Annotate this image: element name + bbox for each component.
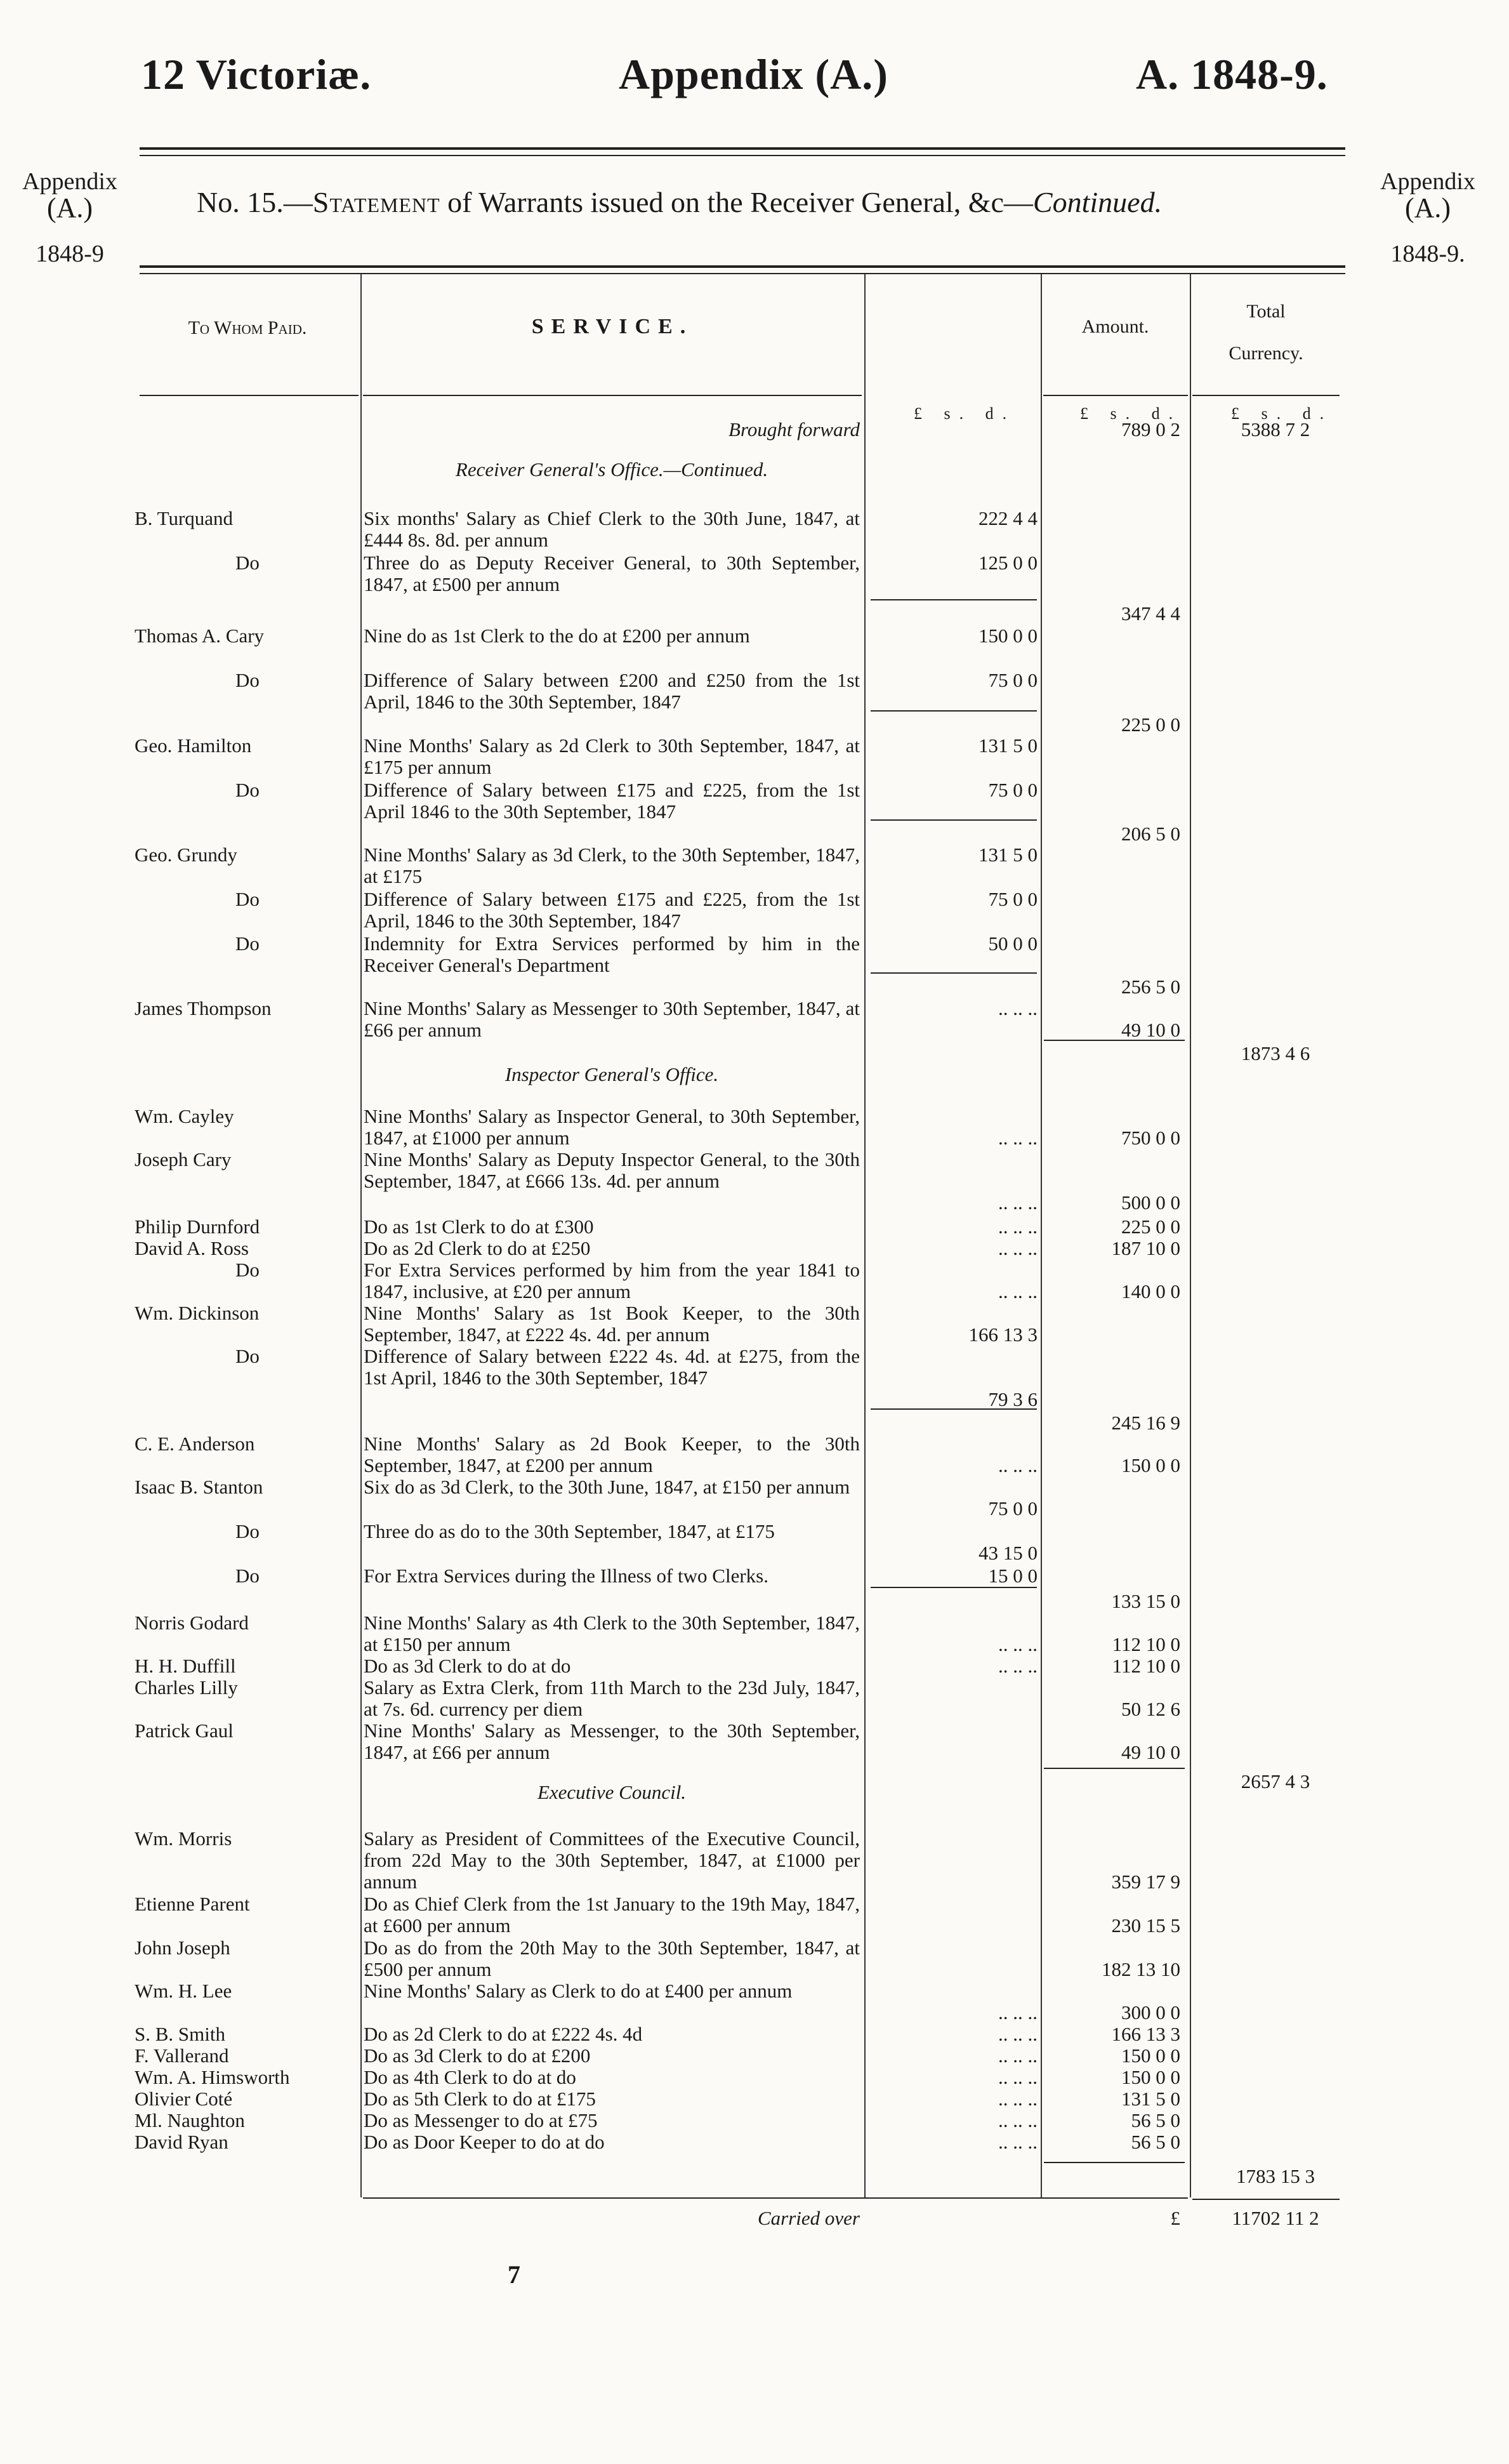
header-amount: Amount. [1081, 316, 1149, 337]
amount-detail: 75 0 0 [988, 1497, 1038, 1520]
header-service: SERVICE. [531, 315, 694, 338]
service-description: Do as 2d Clerk to do at £250 [364, 1237, 591, 1259]
amount-subtotal: 112 10 0 [1112, 1655, 1180, 1677]
payee-name: Charles Lilly [135, 1677, 238, 1699]
service-description: For Extra Services during the Illness of two Clerks. [364, 1565, 768, 1587]
payee-name: Wm. Cayley [135, 1106, 234, 1127]
service-description: Do as Door Keeper to do at do [364, 2131, 605, 2153]
service-description: Do as 4th Clerk to do at do [364, 2066, 576, 2088]
service-description: Difference of Salary between £175 and £225, from the 1st April, 1846 to the 30th September, 1847 [364, 888, 860, 932]
table-bottom-rule [363, 2197, 1188, 2199]
payee-name: Wm. Morris [135, 1828, 232, 1850]
header-rule-bottom [140, 155, 1345, 156]
amount-subtotal: 789 0 2 [1121, 418, 1180, 440]
amount-subtotal: 245 16 9 [1111, 1412, 1180, 1434]
service-description: Nine Months' Salary as 2d Book Keeper, to the 30th September, 1847, at £200 per annum [364, 1433, 860, 1476]
service-description: Nine Months' Salary as 4th Clerk to the 30th September, 1847, at £150 per annum [364, 1612, 860, 1655]
column-divider-service [864, 274, 866, 2197]
service-description: Do as 1st Clerk to do at £300 [364, 1215, 594, 1238]
amount-subtotal: 300 0 0 [1121, 2001, 1180, 2024]
amount-detail: .. .. .. [998, 2023, 1038, 2045]
payee-name: Philip Durnford [135, 1216, 260, 1238]
amount-detail: 75 0 0 [988, 779, 1038, 801]
amount-subtotal: 56 5 0 [1131, 2131, 1180, 2153]
payee-name: Do [235, 1346, 260, 1367]
payee-name: Do [235, 1565, 260, 1587]
payee-name: F. Vallerand [135, 2045, 229, 2067]
payee-name: Isaac B. Stanton [135, 1476, 263, 1498]
amount-subtotal: 256 5 0 [1121, 976, 1180, 998]
side-letter-right: (A.) [1404, 192, 1451, 223]
payee-name: Wm. H. Lee [135, 1980, 232, 2002]
header-underline-name [140, 395, 359, 396]
amount-detail: 125 0 0 [979, 552, 1038, 574]
amount-detail: .. .. .. [998, 2088, 1038, 2110]
total-currency: 1873 4 6 [1241, 1042, 1310, 1064]
amount-detail: .. .. .. [998, 2066, 1038, 2088]
header-underline-service [363, 395, 862, 396]
amount-detail: 75 0 0 [988, 888, 1038, 910]
payee-name: Do [235, 779, 260, 801]
service-description: Indemnity for Extra Services performed by him in the Receiver General's Department [364, 932, 860, 976]
amount-subtotal: 750 0 0 [1121, 1127, 1180, 1149]
amount-subtotal: 50 12 6 [1121, 1698, 1180, 1720]
table-top-rule [140, 265, 1345, 268]
side-year-left: 1848-9 [36, 241, 104, 267]
amount-subtotal: 131 5 0 [1121, 2088, 1180, 2110]
section-heading: Inspector General's Office. [504, 1063, 719, 1085]
amount-subtotal: 49 10 0 [1121, 1741, 1180, 1763]
payee-name: B. Turquand [135, 508, 234, 529]
header-right: A. 1848-9. [1136, 50, 1328, 98]
service-description: Do as Chief Clerk from the 1st January to the 19th May, 1847, at £600 per annum [364, 1893, 860, 1937]
total-currency: 1783 15 3 [1236, 2165, 1315, 2187]
payee-name: Olivier Coté [135, 2088, 233, 2110]
header-left: 12 Victoriæ. [141, 50, 372, 98]
amount-subtotal: 182 13 10 [1102, 1958, 1180, 1980]
header-center: Appendix (A.) [619, 50, 888, 98]
table-top-rule-2 [140, 273, 1345, 274]
side-note-right [1364, 168, 1491, 267]
side-year-right: 1848-9. [1390, 241, 1465, 267]
payee-name: S. B. Smith [135, 2024, 225, 2045]
side-letter-left: (A.) [46, 192, 93, 223]
total-currency: 11702 11 2 [1232, 2207, 1319, 2229]
amount-subtotal: 112 10 0 [1112, 1633, 1180, 1655]
section-heading: Receiver General's Office.—Continued. [455, 458, 768, 480]
side-appendix-left: Appendix [22, 168, 117, 195]
header-to-whom-paid: To Whom Paid. [188, 317, 307, 338]
payee-name: Do [235, 670, 260, 691]
service-description: Six do as 3d Clerk, to the 30th June, 1847, at £150 per annum [364, 1476, 850, 1498]
amount-detail: .. .. .. [998, 2109, 1038, 2131]
header-underline-amount [1043, 395, 1188, 396]
payee-name: Ml. Naughton [135, 2110, 245, 2131]
subtotal-rule-grundy [871, 972, 1037, 974]
service-description: Do as do from the 20th May to the 30th September, 1847, at £500 per annum [364, 1937, 860, 1980]
payee-name: Thomas A. Cary [135, 625, 265, 647]
subtotal-rule-dickinson [871, 1408, 1037, 1410]
amount-subtotal: 187 10 0 [1111, 1237, 1180, 1259]
payee-name: Do [235, 1259, 260, 1281]
subtotal-rule-turquand [871, 599, 1037, 600]
payee-name: Wm. Dickinson [135, 1302, 260, 1324]
payee-name: David A. Ross [135, 1238, 249, 1259]
amount-detail: .. .. .. [998, 1237, 1038, 1259]
title-prefix: No. 15.— [197, 186, 313, 218]
subtotal-rule-hamilton [871, 819, 1037, 821]
payee-name: Do [235, 933, 260, 955]
amount-detail: .. .. .. [998, 1280, 1038, 1302]
amount-subtotal: 225 0 0 [1121, 713, 1180, 736]
amount-detail: 150 0 0 [979, 625, 1038, 647]
service-description: Do as Messenger to do at £75 [364, 2109, 598, 2131]
total-rule-executive [1044, 2162, 1185, 2163]
total-currency: 2657 4 3 [1241, 1770, 1310, 1792]
service-description: Difference of Salary between £222 4s. 4d. at £275, from the 1st April, 1846 to the 30th September, 1847 [364, 1345, 860, 1389]
service-description: Nine do as 1st Clerk to the do at £200 per annum [364, 625, 750, 647]
statement-title [197, 185, 1162, 219]
amount-subtotal: 150 0 0 [1121, 2044, 1180, 2067]
amount-detail: .. .. .. [998, 997, 1038, 1019]
payee-name: H. H. Duffill [135, 1655, 236, 1677]
amount-subtotal: 49 10 0 [1121, 1019, 1180, 1041]
payee-name: Do [235, 552, 260, 574]
amount-subtotal: 140 0 0 [1121, 1280, 1180, 1302]
subtotal-rule-cary [871, 710, 1037, 712]
service-description: Do as 3d Clerk to do at £200 [364, 2044, 591, 2067]
amount-detail: 131 5 0 [979, 734, 1038, 757]
payee-name: Geo. Grundy [135, 844, 237, 866]
title-rest: of Warrants issued on the Receiver General, &c— [440, 186, 1033, 218]
service-description: Brought forward [728, 418, 860, 440]
amount-subtotal: 56 5 0 [1131, 2109, 1180, 2131]
amount-detail: .. .. .. [998, 2131, 1038, 2153]
section-heading: Executive Council. [537, 1781, 687, 1803]
amount-subtotal: 206 5 0 [1121, 823, 1180, 845]
service-description: Do as 2d Clerk to do at £222 4s. 4d [364, 2023, 643, 2045]
service-description: Nine Months' Salary as Messenger, to the 30th September, 1847, at £66 per annum [364, 1719, 860, 1763]
amount-subtotal: 150 0 0 [1121, 1454, 1180, 1476]
service-description: Salary as Extra Clerk, from 11th March to the 23d July, 1847, at 7s. 6d. currency per diem [364, 1676, 860, 1720]
units-column-2: £ s. d. [1080, 404, 1182, 423]
payee-name: Norris Godard [135, 1612, 249, 1634]
amount-detail: .. .. .. [998, 1655, 1038, 1677]
amount-detail: .. .. .. [998, 1215, 1038, 1238]
title-continued: Continued. [1032, 186, 1163, 218]
service-description: Carried over [757, 2207, 860, 2229]
payee-name: Patrick Gaul [135, 1720, 234, 1742]
amount-detail: .. .. .. [998, 2044, 1038, 2067]
column-divider-total [1190, 274, 1191, 2197]
service-description: Nine Months' Salary as Deputy Inspector General, to the 30th September, 1847, at £666 13s. 4d. per annum [364, 1148, 860, 1192]
column-divider-amount [1041, 274, 1042, 2197]
amount-detail: .. .. .. [998, 1191, 1038, 1214]
service-description: Difference of Salary between £175 and £225, from the 1st April 1846 to the 30th September, 1847 [364, 779, 860, 823]
payee-name: Joseph Cary [135, 1149, 232, 1170]
total-currency: 5388 7 2 [1241, 418, 1310, 440]
service-description: Difference of Salary between £200 and £250 from the 1st April, 1846 to the 30th September, 1847 [364, 669, 860, 713]
payee-name: John Joseph [135, 1937, 230, 1959]
service-description: Nine Months' Salary as 3d Clerk, to the 30th September, 1847, at £175 [364, 844, 860, 887]
service-description: Three do as Deputy Receiver General, to 30th September, 1847, at £500 per annum [364, 552, 860, 595]
amount-subtotal: 347 4 4 [1121, 602, 1180, 625]
header-total-label: Total [1246, 301, 1286, 322]
amount-detail: 131 5 0 [979, 844, 1038, 866]
amount-detail: 15 0 0 [988, 1565, 1038, 1587]
payee-name: Do [235, 1521, 260, 1542]
amount-detail: .. .. .. [998, 1454, 1038, 1476]
header-rule-top [140, 147, 1345, 150]
service-description: Do as 5th Clerk to do at £175 [364, 2088, 596, 2110]
amount-subtotal: 230 15 5 [1111, 1914, 1180, 1937]
payee-name: David Ryan [135, 2131, 228, 2153]
amount-detail: .. .. .. [998, 2001, 1038, 2024]
amount-detail: 222 4 4 [979, 507, 1038, 529]
payee-name: Etienne Parent [135, 1893, 250, 1915]
payee-name: C. E. Anderson [135, 1433, 255, 1455]
title-statement: Statement [312, 186, 440, 218]
amount-detail: 43 15 0 [979, 1542, 1038, 1564]
amount-detail: 79 3 6 [988, 1388, 1038, 1410]
amount-detail: 50 0 0 [988, 932, 1038, 955]
amount-subtotal: 500 0 0 [1121, 1191, 1180, 1214]
service-description: Do as 3d Clerk to do at do [364, 1655, 571, 1677]
payee-name: James Thompson [135, 998, 272, 1019]
amount-subtotal: 166 13 3 [1111, 2023, 1180, 2045]
payee-name: Wm. A. Himsworth [135, 2067, 290, 2088]
header-total [1193, 291, 1339, 374]
service-description: Nine Months' Salary as Clerk to do at £400 per annum [364, 1980, 793, 2002]
service-description: Six months' Salary as Chief Clerk to the 30th June, 1847, at £444 8s. 8d. per annum [364, 507, 860, 551]
service-description: For Extra Services performed by him from the year 1841 to 1847, inclusive, at £20 per annum [364, 1259, 860, 1302]
service-description: Nine Months' Salary as 1st Book Keeper, to the 30th September, 1847, at £222 4s. 4d. per annum [364, 1302, 860, 1346]
amount-subtotal: 225 0 0 [1121, 1215, 1180, 1238]
subtotal-rule-stanton [871, 1587, 1037, 1588]
amount-detail: 166 13 3 [968, 1323, 1038, 1346]
header-currency-label: Currency. [1229, 343, 1303, 364]
service-description: Nine Months' Salary as Messenger to 30th September, 1847, at £66 per annum [364, 997, 860, 1041]
amount-detail: .. .. .. [998, 1633, 1038, 1655]
carried-over-rule [1192, 2199, 1340, 2200]
units-column-3: £ s. d. [1231, 404, 1333, 423]
service-description: Nine Months' Salary as Inspector General, to 30th September, 1847, at £1000 per annum [364, 1105, 860, 1149]
payee-name: Do [235, 889, 260, 910]
amount-subtotal: £ [1170, 2207, 1180, 2229]
service-description: Nine Months' Salary as 2d Clerk to 30th September, 1847, at £175 per annum [364, 734, 860, 778]
total-rule-receiver [1044, 1040, 1185, 1041]
amount-subtotal: 359 17 9 [1111, 1871, 1180, 1893]
amount-detail: 75 0 0 [988, 669, 1038, 691]
service-description: Three do as do to the 30th September, 1847, at £175 [364, 1520, 775, 1542]
amount-subtotal: 133 15 0 [1111, 1590, 1180, 1612]
header-underline-total [1192, 395, 1340, 396]
total-rule-inspector [1044, 1768, 1185, 1769]
page-number: 7 [508, 2260, 520, 2289]
amount-subtotal: 150 0 0 [1121, 2066, 1180, 2088]
service-description: Salary as President of Committees of the Executive Council, from 22d May to the 30th September, 1847, at £1000 per annum [364, 1827, 860, 1893]
units-column-1: £ s. d. [914, 404, 1016, 423]
side-appendix-right: Appendix [1380, 168, 1475, 195]
side-note-left [13, 168, 127, 267]
payee-name: Geo. Hamilton [135, 735, 252, 757]
column-divider-name [360, 274, 362, 2197]
amount-detail: .. .. .. [998, 1127, 1038, 1149]
